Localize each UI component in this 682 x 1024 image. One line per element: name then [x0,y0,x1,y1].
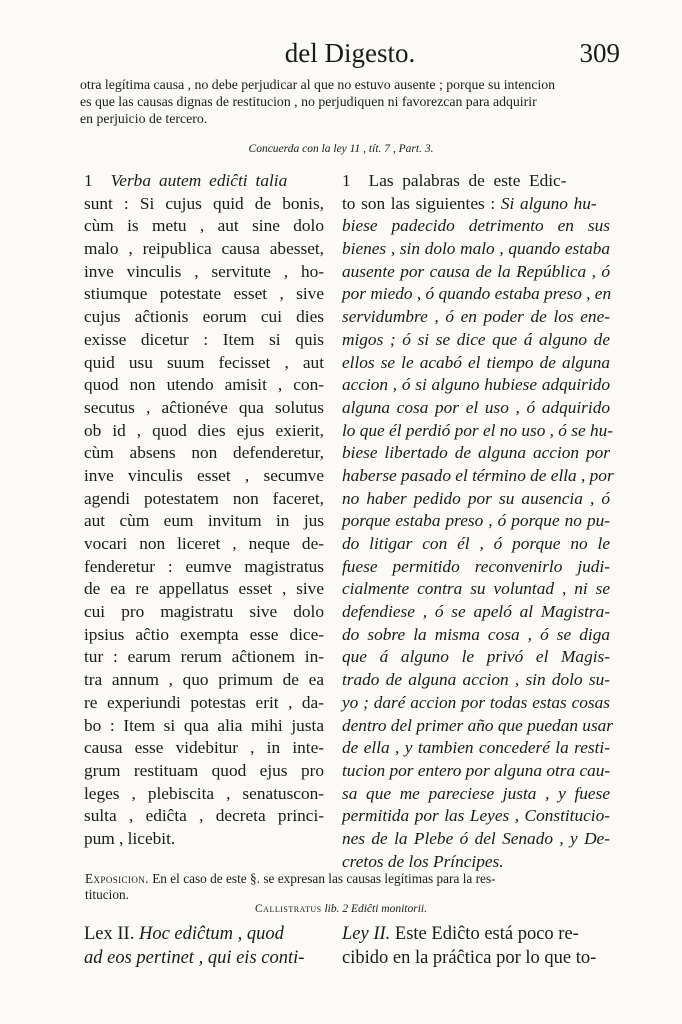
intro-line: otra legítima causa , no debe perjudicar al que no estuvo ausente ; porque su intencion [80,77,556,92]
spanish-text-line: do litigar con él , ó porque no le [342,534,610,553]
latin-first-line [84,170,324,193]
latin-text-line: exisse dicetur : Item si quis [84,329,324,349]
latin-text-line: fenderetur : eumve magistratus [84,556,324,576]
spanish-intro-text: to son las siguientes : [342,193,496,213]
spanish-text-line: nes de la Plebe ó del Senado , y De- [342,828,610,848]
lex-label: Lex II. [84,924,135,944]
latin-text-line: cùm absens non defenderetur, [84,443,324,463]
latin-text-line: malo , reipublica causa abesset, [84,239,324,259]
spanish-second-line [342,193,610,216]
latin-text-line: aut cùm eum invitum in jus [84,511,324,531]
spanish-quote-start: Si alguno hu- [500,193,597,213]
latin-text-line: pum , licebit. [84,828,176,848]
spanish-text-line: defendiese , ó se apeló al Magistra- [342,602,610,622]
latin-text-line: ipsius aĉtio exempta esse dice- [84,624,324,644]
citation-reference: lib. 2 Ediĉti monitorii. [324,903,427,915]
spanish-text-line: trado de alguna accion , sin dolo su- [342,670,610,690]
running-title: del Digesto. [284,38,416,68]
spanish-text-line: servidumbre , ó en poder de los ene- [342,307,610,327]
latin-text-line: vocari non liceret , neque de- [84,534,324,553]
citation-author: Callistratus [255,903,322,915]
spanish-text-line: yo ; daré accion por todas estas cosas [342,692,610,712]
latin-column [84,170,324,851]
latin-text-line: ob id , quod dies ejus exierit, [84,420,324,440]
spanish-text-line: permitida por las Leyes , Constitucio- [342,806,610,826]
exposition-text: En el caso de este §. se expresan las causas legítimas para la res- [152,871,496,886]
spanish-opening: Las palabras de este Edic- [368,171,567,190]
concordance-note: Concuerda con la ley 11 , tít. 7 , Part. 3. [248,143,434,155]
paragraph-number: 1 [342,171,351,190]
intro-line: es que las causas dignas de restitucion , no perjudiquen ni favorezcan para adquirir [80,94,537,109]
latin-text-line: tra annum , quo primum de ea [84,670,324,690]
latin-text-line: re experiundi potestas erit , da- [84,692,324,712]
latin-text-line: cujus aĉtionis eorum cui dies [84,307,324,327]
spanish-text-line: no haber pedido por su ausencia , ó [342,488,610,508]
spanish-text-line: accion , ó si alguno hubiese adquirido [342,375,610,395]
spanish-text-line: lo que él perdió por el no uso , ó se hu- [342,420,614,440]
spanish-text-line: biese padecido detrimento en sus [342,216,610,236]
running-header [80,38,620,72]
ley-spanish-line: Este Ediĉto está poco re- [394,924,579,944]
spanish-text-line: cialmente contra su voluntad , ni se [342,579,610,599]
ley-spanish-line: cibido en la práĉtica por lo que to- [342,948,597,968]
spanish-text-line: biese libertado de alguna accion por [342,443,610,463]
spanish-first-line [342,170,610,193]
exposition-note [85,871,610,903]
latin-text-line: cui pro magistratu sive dolo [84,602,324,622]
spanish-text-line: de ella , y tambien concederé la resti- [342,738,610,758]
spanish-text-line: tucion por entero por alguna otra cau- [342,760,611,780]
intro-paragraph [80,76,620,127]
latin-text-line: sulta , ediĉta , decreta princi- [84,806,324,826]
spanish-text-line: cretos de los Príncipes. [342,851,504,871]
spanish-text-line: bienes , sin dolo malo , quando estaba [342,239,610,259]
latin-text-line: quod non utendo amisit , con- [84,375,324,395]
spanish-text-line: fuese permitido reconvenirlo judi- [342,556,610,576]
latin-text-line: agendi potestatem non faceret, [84,488,324,508]
paragraph-number: 1 [84,171,93,190]
latin-text-line: causa esse videbitur , in inte- [84,738,324,758]
latin-text-line: quid usu suum fecisset , aut [84,352,324,372]
lex-latin-line: Hoc ediĉtum , quod [138,924,284,944]
latin-text-line: secutus , aĉtionéve qua solutus [84,397,324,417]
latin-text-line: bo : Item si qua alia mihi justa [84,715,324,735]
ley-label: Ley II. [342,924,391,944]
spanish-text-line: sa que me pareciese justa , y fuese [342,783,610,803]
source-citation [0,903,682,915]
latin-opening-italic: Verba autem ediĉti talia [110,171,288,190]
spanish-text-line: por miedo , ó quando estaba preso , en [342,284,612,304]
exposition-text-continued: titucion. [85,887,129,902]
latin-text-line: tur : earum rerum aĉtionem in- [84,647,324,667]
exposition-label: Exposicion. [85,871,149,886]
latin-text-line: stiumque potestate esset , sive [84,284,324,304]
ley-ii-spanish [342,922,610,970]
latin-text-line: leges , plebiscita , senatuscon- [84,783,324,803]
spanish-text-line: alguna cosa por el uso , ó adquirido [342,397,610,417]
spanish-text-line: haberse pasado el término de ella , por [342,465,614,485]
intro-line: en perjuicio de tercero. [80,111,208,126]
spanish-column [342,170,614,873]
latin-text-line: de ea re appellatus esset , sive [84,579,324,599]
spanish-text-line: do sobre la misma cosa , ó se diga [342,624,610,644]
latin-text-line: grum restituam quod ejus pro [84,760,324,780]
latin-text-line: cùm is metu , aut sine dolo [84,216,324,236]
latin-text-line: inve vinculis , servitute , ho- [84,261,324,281]
spanish-text-line: migos ; ó si se dice que á alguno de [342,329,610,349]
spanish-text-line: porque estaba preso , ó porque no pu- [342,511,610,531]
page-number: 309 [579,38,620,68]
spanish-text-line: que á alguno le privó el Magis- [342,647,610,667]
spanish-text-line: dentro del primer año que puedan usar [342,715,614,735]
lex-latin-line: ad eos pertinet , qui eis conti- [84,948,305,968]
latin-text-line: inve vinculis esset , secumve [84,465,324,485]
latin-text-line: sunt : Si cujus quid de bonis, [84,193,324,213]
spanish-text-line: ausente por causa de la República , ó [342,261,610,281]
lex-ii-latin [84,922,324,970]
spanish-text-line: ellos se le acabó el tiempo de alguna [342,352,610,372]
